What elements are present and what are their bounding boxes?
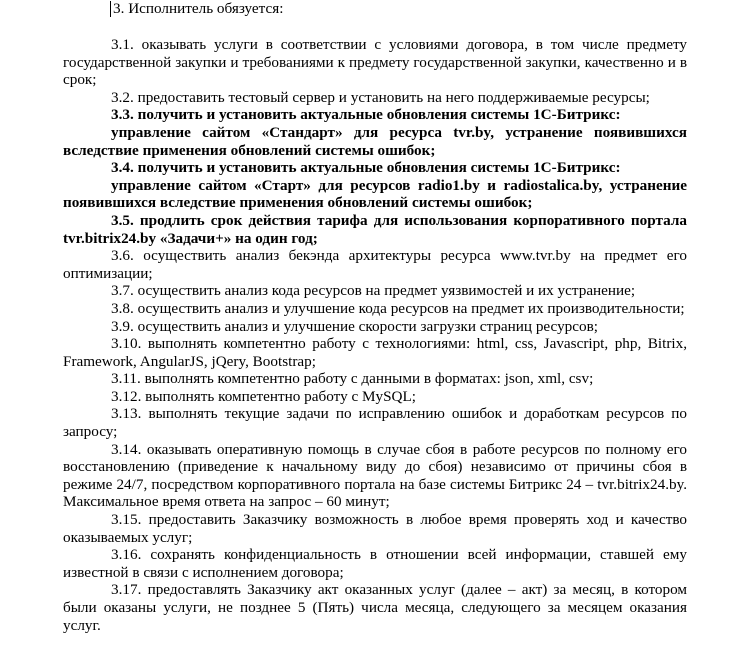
clause-3-3-title: 3.3. получить и установить актуальные обновления системы 1С-Битрикс: [111, 106, 621, 124]
clause-3-3-body: управление сайтом «Стандарт» для ресурса tvr.by, устранение появившихся вследствие применения обновлений системы ошибок; [63, 123, 687, 159]
clause-3-4-title: 3.4. получить и установить актуальные обновления системы 1С-Битрикс: [111, 159, 621, 177]
clause-3-13: 3.13. выполнять текущие задачи по исправлению ошибок и доработкам ресурсов по запросу; [63, 405, 687, 441]
clause-3-9: 3.9. осуществить анализ и улучшение скорости загрузки страниц ресурсов; [111, 317, 598, 335]
clause-3-4-body: управление сайтом «Старт» для ресурсов radio1.by и radiostalica.by, устранение появившихся вследствие применения обновлений системы ошибок; [63, 176, 687, 212]
clause-3-7: 3.7. осуществить анализ кода ресурсов на предмет уязвимостей и их устранение; [111, 282, 636, 300]
clause-3-6: 3.6. осуществить анализ бекэнда архитектуры ресурса www.tvr.by на предмет его оптимизации; [63, 247, 687, 282]
clause-3-8: 3.8. осуществить анализ и улучшение кода ресурсов на предмет их производительности; [111, 299, 685, 317]
clause-3-17: 3.17. предоставлять Заказчику акт оказанных услуг (далее – акт) за месяц, в котором были оказаны услуги, не позднее 5 (Пять) числа месяца, следующего за месяцем оказания услуг. [63, 581, 687, 634]
clause-3-2: 3.2. предоставить тестовый сервер и установить на него поддерживаемые ресурсы; [111, 88, 650, 106]
clause-3-14: 3.14. оказывать оперативную помощь в случае сбоя в работе ресурсов по полному его восстановлению (приведение к начальному виду до сбоя) независимо от причины сбоя в режиме 24/7, посредством корпоративного портала на базе системы Битрикс 24 – tvr.bitrix24.by. Максимальное время ответа на запрос – 60 минут; [63, 440, 687, 511]
clause-3-1: 3.1. оказывать услуги в соответствии с условиями договора, в том числе предмету государственной закупки и требованиями к предмету государственной закупки, качественно и в срок; [63, 36, 687, 89]
document-body [63, 0, 687, 634]
clause-3-15: 3.15. предоставить Заказчику возможность в любое время проверять ход и качество оказываемых услуг; [63, 511, 687, 546]
clause-3-10: 3.10. выполнять компетентно работу с технологиями: html, css, Javascript, php, Bitrix, Framework, AngularJS, jQery, Bootstrap; [63, 335, 687, 370]
clause-3-5: 3.5. продлить срок действия тарифа для использования корпоративного портала tvr.bitrix24.by «Задачи+» на один год; [63, 211, 687, 247]
clause-3-16: 3.16. сохранять конфиденциальность в отношении всей информации, ставшей ему известной в связи с исполнением договора; [63, 546, 687, 581]
section-heading: 3. Исполнитель обязуется: [113, 0, 284, 17]
clause-3-12: 3.12. выполнять компетентно работу с MySQL; [111, 387, 417, 405]
clause-3-11: 3.11. выполнять компетентно работу с данными в форматах: json, xml, csv; [111, 370, 594, 388]
